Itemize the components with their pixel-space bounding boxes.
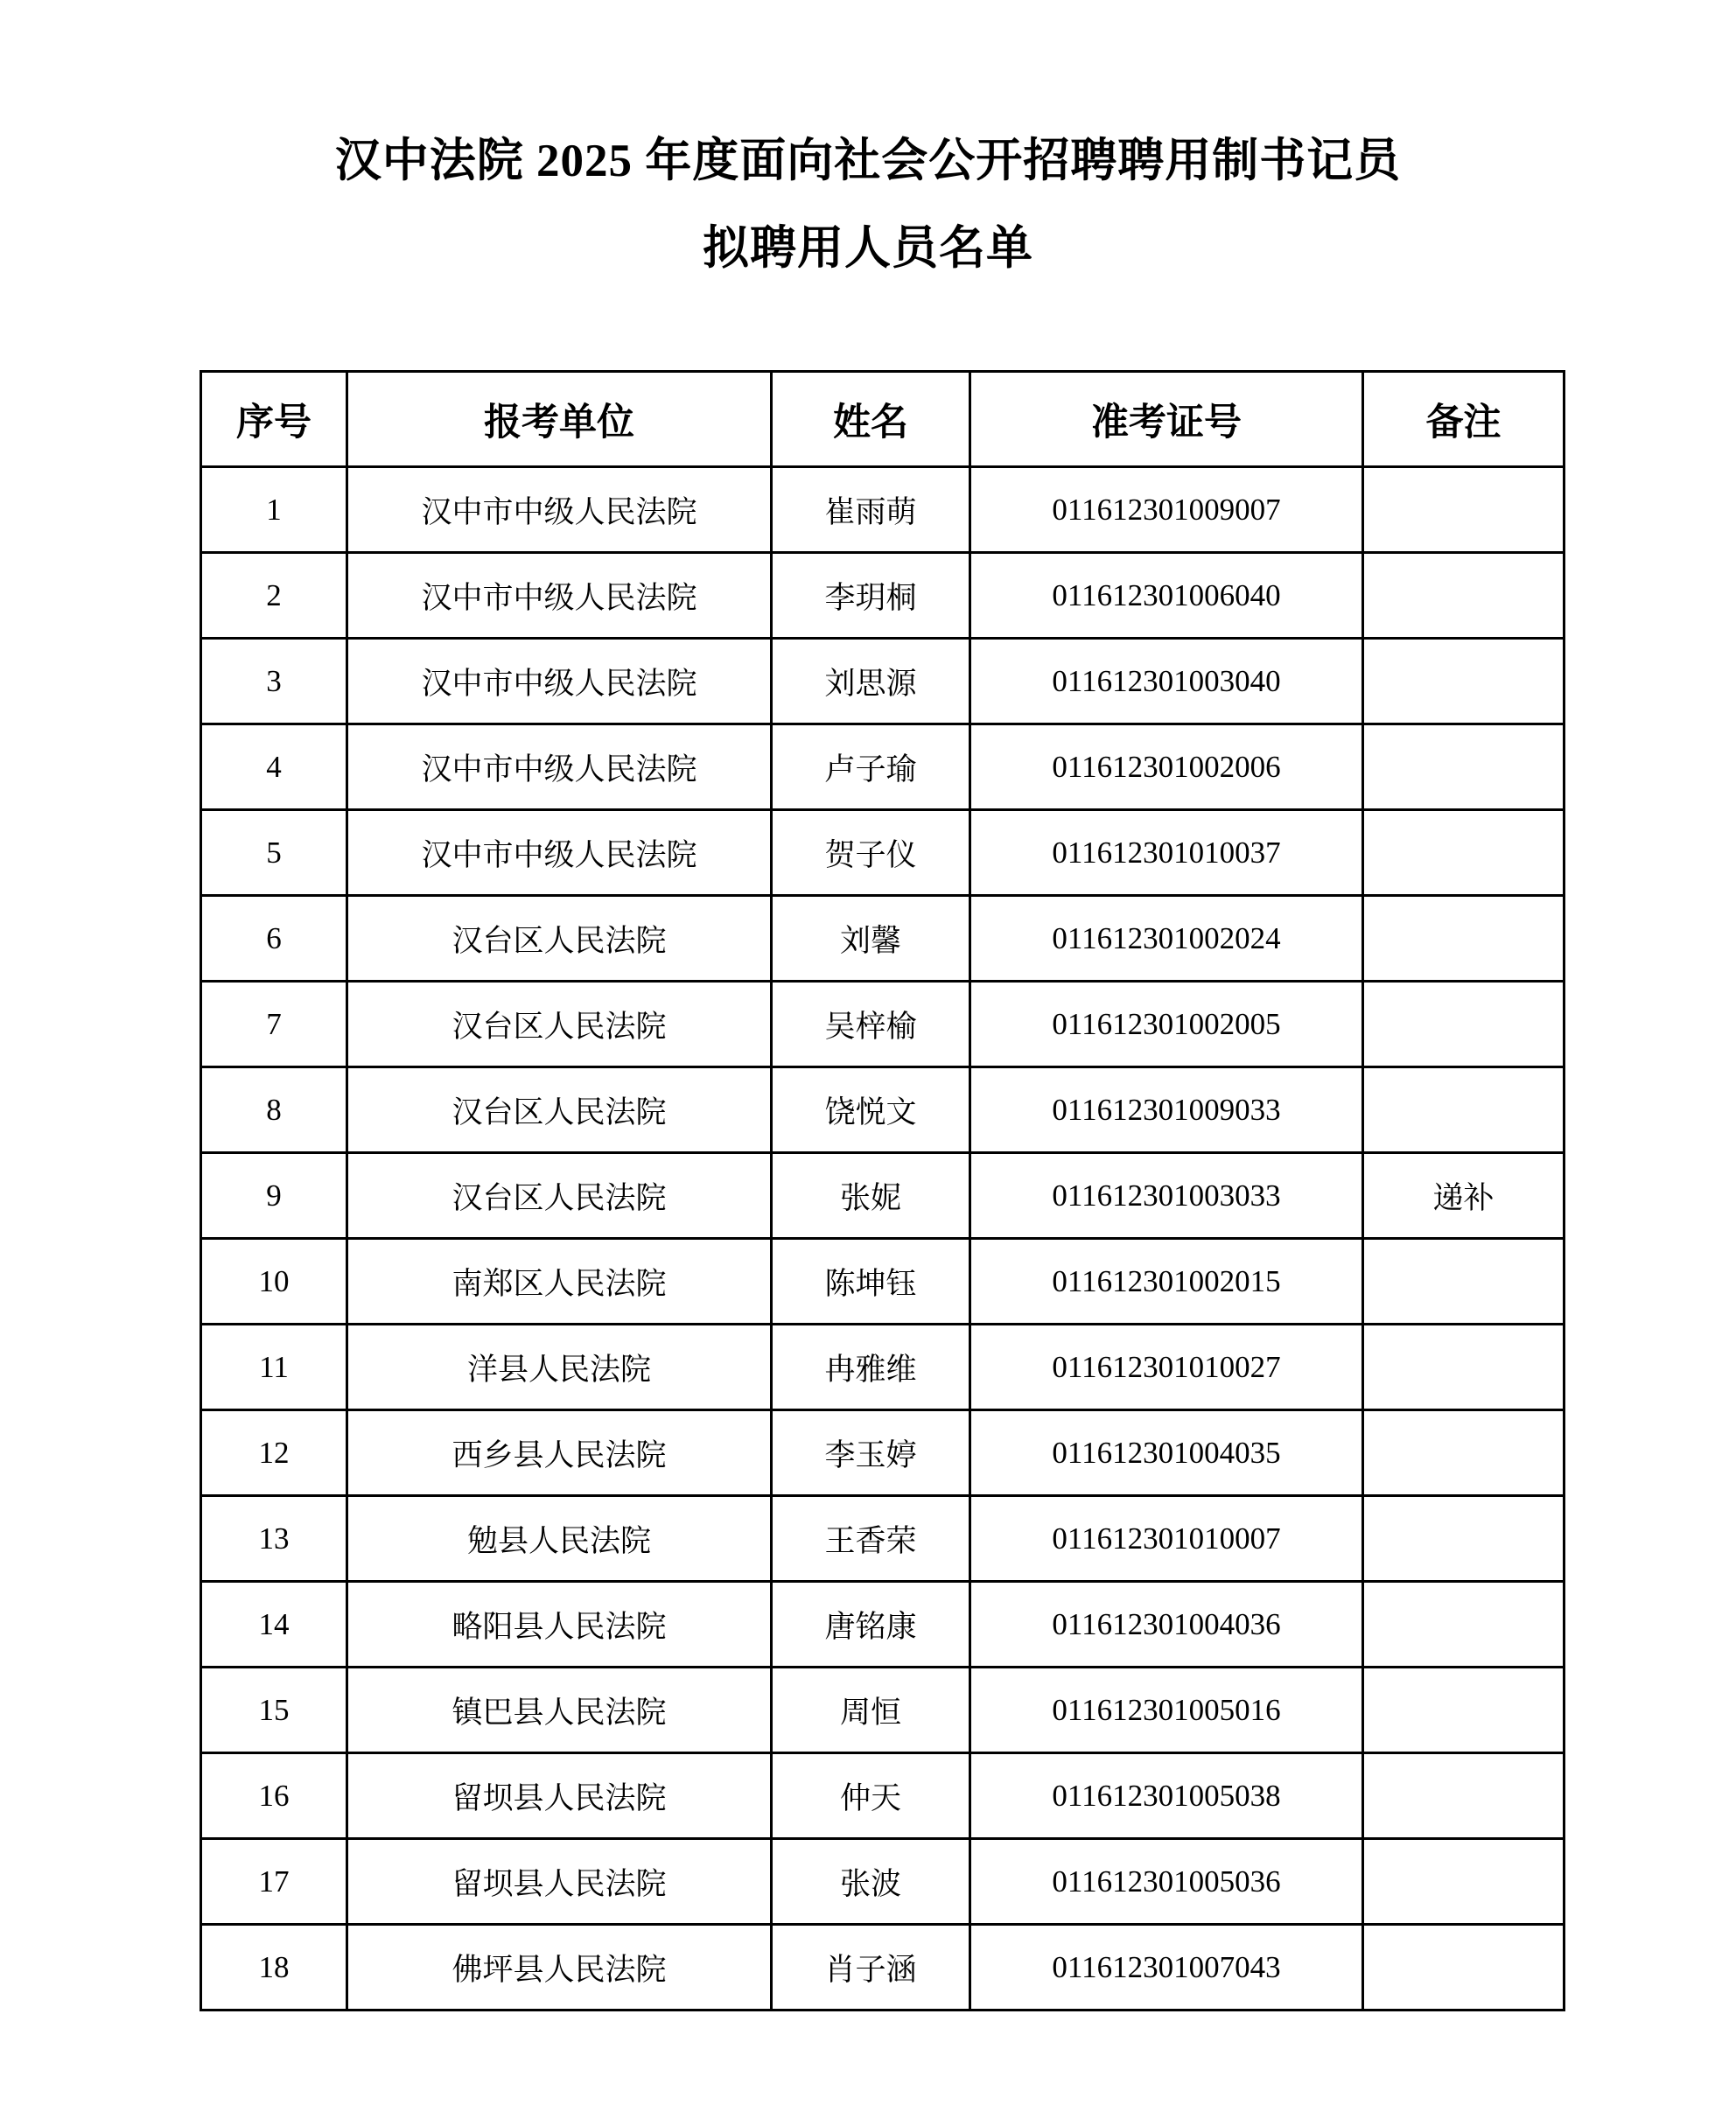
table-row: [201, 1925, 1564, 2011]
cell-ticket: 011612301007043: [970, 1925, 1363, 2011]
hire-roster-table: [200, 370, 1565, 2011]
table-row: [201, 553, 1564, 639]
cell-remark: [1363, 724, 1564, 810]
cell-index: 6: [201, 896, 347, 982]
table-row: [201, 1410, 1564, 1496]
cell-unit: 留坝县人民法院: [347, 1753, 772, 1839]
cell-ticket: 011612301009033: [970, 1067, 1363, 1153]
cell-remark: [1363, 1239, 1564, 1325]
cell-name: 刘馨: [772, 896, 970, 982]
cell-index: 4: [201, 724, 347, 810]
cell-remark: [1363, 810, 1564, 896]
cell-name: 吴梓榆: [772, 982, 970, 1067]
cell-remark: [1363, 1582, 1564, 1668]
cell-index: 17: [201, 1839, 347, 1925]
cell-unit: 汉台区人民法院: [347, 896, 772, 982]
cell-unit: 镇巴县人民法院: [347, 1668, 772, 1753]
cell-remark: [1363, 1410, 1564, 1496]
table-row: [201, 1153, 1564, 1239]
table-row: [201, 467, 1564, 553]
cell-index: 9: [201, 1153, 347, 1239]
cell-ticket: 011612301004036: [970, 1582, 1363, 1668]
cell-unit: 洋县人民法院: [347, 1325, 772, 1410]
column-header-remark: 备注: [1363, 372, 1564, 467]
column-header-name: 姓名: [772, 372, 970, 467]
cell-ticket: 011612301003040: [970, 639, 1363, 724]
cell-ticket: 011612301005036: [970, 1839, 1363, 1925]
cell-unit: 略阳县人民法院: [347, 1582, 772, 1668]
cell-unit: 汉中市中级人民法院: [347, 810, 772, 896]
cell-index: 5: [201, 810, 347, 896]
table-row: [201, 1067, 1564, 1153]
cell-ticket: 011612301003033: [970, 1153, 1363, 1239]
cell-remark: [1363, 896, 1564, 982]
cell-unit: 汉台区人民法院: [347, 982, 772, 1067]
cell-name: 冉雅维: [772, 1325, 970, 1410]
cell-unit: 西乡县人民法院: [347, 1410, 772, 1496]
cell-ticket: 011612301002005: [970, 982, 1363, 1067]
cell-unit: 汉台区人民法院: [347, 1067, 772, 1153]
document-title-line2: 拟聘用人员名单: [703, 223, 1033, 274]
cell-remark: [1363, 1325, 1564, 1410]
cell-name: 刘思源: [772, 639, 970, 724]
table-row: [201, 1239, 1564, 1325]
cell-unit: 汉中市中级人民法院: [347, 639, 772, 724]
cell-index: 8: [201, 1067, 347, 1153]
table-row: [201, 1496, 1564, 1582]
table-row: [201, 810, 1564, 896]
cell-remark: [1363, 467, 1564, 553]
cell-name: 张妮: [772, 1153, 970, 1239]
cell-index: 10: [201, 1239, 347, 1325]
cell-unit: 汉中市中级人民法院: [347, 553, 772, 639]
cell-ticket: 011612301010027: [970, 1325, 1363, 1410]
cell-remark: [1363, 1839, 1564, 1925]
cell-remark: [1363, 982, 1564, 1067]
table-row: [201, 1839, 1564, 1925]
cell-name: 李玥桐: [772, 553, 970, 639]
cell-unit: 勉县人民法院: [347, 1496, 772, 1582]
table-row: [201, 1582, 1564, 1668]
cell-ticket: 011612301006040: [970, 553, 1363, 639]
cell-index: 16: [201, 1753, 347, 1839]
cell-ticket: 011612301010007: [970, 1496, 1363, 1582]
cell-index: 13: [201, 1496, 347, 1582]
column-header-ticket: 准考证号: [970, 372, 1363, 467]
table-row: [201, 1753, 1564, 1839]
cell-name: 饶悦文: [772, 1067, 970, 1153]
cell-ticket: 011612301009007: [970, 467, 1363, 553]
cell-index: 14: [201, 1582, 347, 1668]
column-header-unit: 报考单位: [347, 372, 772, 467]
cell-unit: 汉台区人民法院: [347, 1153, 772, 1239]
cell-remark: [1363, 553, 1564, 639]
table-row: [201, 1325, 1564, 1410]
table-header-row: [201, 372, 1564, 467]
cell-index: 11: [201, 1325, 347, 1410]
cell-ticket: 011612301005016: [970, 1668, 1363, 1753]
table-row: [201, 724, 1564, 810]
cell-ticket: 011612301005038: [970, 1753, 1363, 1839]
cell-ticket: 011612301002015: [970, 1239, 1363, 1325]
cell-name: 张波: [772, 1839, 970, 1925]
column-header-index: 序号: [201, 372, 347, 467]
cell-index: 7: [201, 982, 347, 1067]
cell-name: 王香荣: [772, 1496, 970, 1582]
cell-remark: [1363, 1067, 1564, 1153]
cell-remark: [1363, 1925, 1564, 2011]
cell-unit: 佛坪县人民法院: [347, 1925, 772, 2011]
table-row: [201, 639, 1564, 724]
cell-unit: 汉中市中级人民法院: [347, 467, 772, 553]
cell-name: 仲天: [772, 1753, 970, 1839]
cell-name: 崔雨萌: [772, 467, 970, 553]
cell-unit: 南郑区人民法院: [347, 1239, 772, 1325]
cell-remark: 递补: [1363, 1153, 1564, 1239]
table-body: [201, 467, 1564, 2011]
cell-remark: [1363, 639, 1564, 724]
cell-index: 12: [201, 1410, 347, 1496]
cell-name: 卢子瑜: [772, 724, 970, 810]
cell-unit: 留坝县人民法院: [347, 1839, 772, 1925]
cell-remark: [1363, 1753, 1564, 1839]
cell-name: 唐铭康: [772, 1582, 970, 1668]
cell-index: 15: [201, 1668, 347, 1753]
table-row: [201, 1668, 1564, 1753]
cell-remark: [1363, 1668, 1564, 1753]
cell-name: 陈坤钰: [772, 1239, 970, 1325]
cell-ticket: 011612301002024: [970, 896, 1363, 982]
cell-remark: [1363, 1496, 1564, 1582]
cell-index: 2: [201, 553, 347, 639]
cell-ticket: 011612301002006: [970, 724, 1363, 810]
document-title-line1: 汉中法院 2025 年度面向社会公开招聘聘用制书记员: [334, 136, 1402, 186]
cell-index: 3: [201, 639, 347, 724]
cell-name: 贺子仪: [772, 810, 970, 896]
cell-ticket: 011612301010037: [970, 810, 1363, 896]
cell-name: 李玉婷: [772, 1410, 970, 1496]
cell-index: 18: [201, 1925, 347, 2011]
cell-name: 肖子涵: [772, 1925, 970, 2011]
cell-ticket: 011612301004035: [970, 1410, 1363, 1496]
cell-name: 周恒: [772, 1668, 970, 1753]
table-row: [201, 896, 1564, 982]
cell-unit: 汉中市中级人民法院: [347, 724, 772, 810]
cell-index: 1: [201, 467, 347, 553]
table-row: [201, 982, 1564, 1067]
